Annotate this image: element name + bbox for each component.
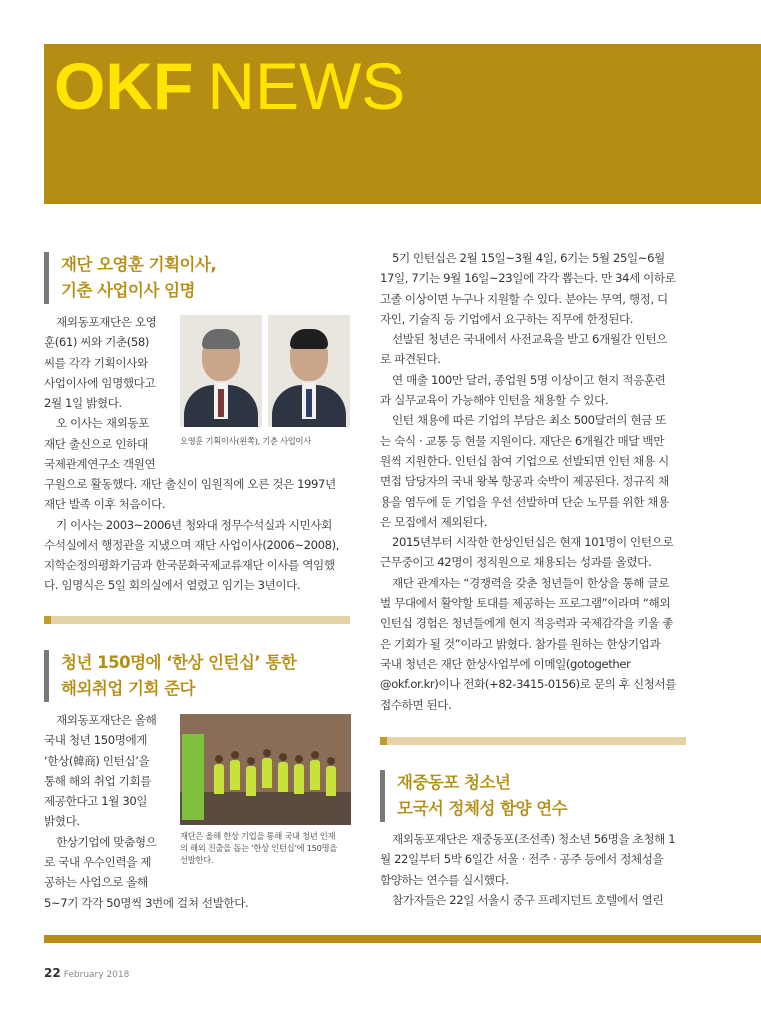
text-line: 2월 1일 밝혔다. <box>44 396 122 411</box>
text-line: 지학순정의평화기금과 한국문화국제교류재단 이사를 역임했 <box>44 558 335 573</box>
text-line: 재단 발족 이후 처음이다. <box>44 497 166 512</box>
text-line: ‘한상(韓商) 인턴십’을 <box>44 753 150 768</box>
text-line: 5기 인턴십은 2월 15일~3월 4일, 6기는 5월 25일~6월 <box>392 251 665 265</box>
article1-headline <box>44 252 216 304</box>
title-bold: OKF <box>54 49 194 123</box>
text-line: 인턴 채용에 따른 기업의 부담은 최소 500달러의 현금 또 <box>392 413 667 428</box>
text-line: 2015년부터 시작한 한상인턴십은 현재 101명이 인턴으로 <box>392 535 674 550</box>
article2-narrow-text <box>44 710 176 893</box>
text-line: 수석실에서 행정관을 지냈으며 재단 사업이사(2006~2008), <box>44 537 339 552</box>
title-light: NEWS <box>207 49 406 123</box>
interns-group-photo <box>180 714 351 825</box>
text-line: 17일, 7기는 9월 16일~23일에 각각 뽑는다. 만 34세 이하로 <box>380 271 676 286</box>
page-number: 22 <box>44 966 61 980</box>
text-line: 재외동포재단은 재중동포(조선족) 청소년 56명을 초청해 1 <box>392 832 676 846</box>
text-line: 오 이사는 재외동포 <box>56 416 149 431</box>
text-line: 로 파견된다. <box>380 352 441 367</box>
text-line: 고졸 이상이면 누구나 지원할 수 있다. 분야는 무역, 행정, 디 <box>380 291 668 306</box>
caption-line: 의 해외 진출을 돕는 ‘한상 인턴십’에 150명을 <box>180 843 338 853</box>
caption-line: 재단은 올해 한상 기업을 통해 국내 청년 인재 <box>180 831 336 841</box>
text-line: 구원으로 활동했다. 재단 출신이 임원직에 오른 것은 1997년 <box>44 477 336 491</box>
text-line: 과 실무교육이 가능해야 인턴을 채용할 수 있다. <box>380 393 609 408</box>
text-line: 5~7기 각각 50명씩 3번에 걸쳐 선발한다. <box>44 896 249 910</box>
footer-rule <box>44 935 761 943</box>
text-line: 씨를 각각 기획이사와 <box>44 355 148 370</box>
headline-line: 재중동포 청소년 <box>397 773 511 792</box>
article2-headline <box>44 650 296 702</box>
section-divider <box>44 616 350 624</box>
text-line: 선발된 청년은 국내에서 사전교육을 받고 6개월간 인턴으 <box>392 332 668 347</box>
article1-narrow-text <box>44 312 176 474</box>
text-line: 참가자들은 22일 서울시 중구 프레지던트 호텔에서 열린 <box>392 892 664 907</box>
portrait-oh-younghoon <box>180 315 262 427</box>
header-banner <box>44 44 761 204</box>
section-divider <box>380 737 686 745</box>
text-line: 제공한다고 1월 30일 <box>44 794 148 809</box>
text-line: 재단 관계자는 “경쟁력을 갖춘 청년들이 한상을 통해 글로 <box>392 575 669 590</box>
text-line: 벌 무대에서 활약할 토대를 제공하는 프로그램”이라며 “해외 <box>380 596 671 611</box>
text-line: 원씩 지원한다. 인턴십 참여 기업으로 선발되면 인턴 채용 시 <box>380 453 669 468</box>
text-line: 로 국내 우수인력을 제 <box>44 855 152 870</box>
text-line: 국내 청년 150명에게 <box>44 733 148 748</box>
article2-continued-text <box>380 248 690 715</box>
text-line: 인턴십 경험은 청년들에게 현지 적응력과 국제감각을 키울 좋 <box>380 616 673 631</box>
page-folio <box>44 966 129 980</box>
text-line: 은 기회가 될 것”이라고 밝혔다. 참가를 원하는 한상기업과 <box>380 636 661 651</box>
text-line: 는 숙식 · 교통 등 현물 지원이다. 재단은 6개월간 매달 백만 <box>380 433 664 448</box>
headline-line: 청년 150명에 ‘한상 인턴십’ 통한 <box>61 653 297 672</box>
text-line: 은 모집에서 제외된다. <box>380 514 488 529</box>
article1-wide-text <box>44 474 354 596</box>
text-line: 재외동포재단은 오영 <box>56 315 157 329</box>
text-line: 재외동포재단은 올해 <box>56 713 157 727</box>
text-line: 밝혔다. <box>44 814 80 829</box>
text-line: 공하는 사업으로 올해 <box>44 875 148 890</box>
text-line: 접수하면 된다. <box>380 697 452 712</box>
portrait-ki-chun <box>268 315 350 427</box>
headline-line: 해외취업 기회 준다 <box>61 679 196 698</box>
text-line: 근무중이고 42명이 정직원으로 채용되는 성과를 올렸다. <box>380 555 652 570</box>
magazine-section-title <box>54 46 405 126</box>
text-line: 면접 담당자의 국내 왕복 항공과 숙박이 제공된다. 정규직 채 <box>380 474 669 489</box>
photo-caption: 오영훈 기획이사(왼쪽), 기춘 사업이사 <box>180 436 311 446</box>
article2-wide-text <box>44 893 354 913</box>
article3-headline <box>380 770 567 822</box>
text-line: 사업이사에 임명했다고 <box>44 375 156 390</box>
text-line: 통해 해외 취업 기회를 <box>44 773 152 788</box>
headline-line: 모국서 정체성 함양 연수 <box>397 799 568 818</box>
text-line: 다. 임명식은 5일 회의실에서 열렸고 임기는 3년이다. <box>44 578 301 593</box>
group-photo-caption <box>180 830 354 866</box>
issue-date: February 2018 <box>63 970 130 980</box>
text-line: @okf.or.kr)이나 전화(+82-3415-0156)로 문의 후 신청서를 <box>380 677 677 692</box>
text-line: 국제관계연구소 객원연 <box>44 457 156 472</box>
text-line: 월 22일부터 5박 6일간 서울 · 전주 · 공주 등에서 정체성을 <box>380 852 664 867</box>
text-line: 재단 출신으로 인하대 <box>44 436 148 451</box>
text-line: 자인, 기술직 등 기업에서 요구하는 직무에 한정된다. <box>380 311 634 326</box>
text-line: 용을 염두에 둔 기업을 우선 선발하며 단순 노무를 위한 채용 <box>380 494 669 509</box>
text-line: 국내 청년은 재단 한상사업부에 이메일(gotogether <box>380 656 631 671</box>
caption-line: 선발한다. <box>180 855 214 865</box>
text-line: 연 매출 100만 달러, 종업원 5명 이상이고 현지 적응훈련 <box>392 372 666 387</box>
article3-text <box>380 829 690 910</box>
text-line: 한상기업에 맞춤형으 <box>56 834 157 849</box>
headline-line: 기춘 사업이사 임명 <box>61 281 196 300</box>
text-line: 함양하는 연수를 실시했다. <box>380 872 509 887</box>
text-line: 훈(61) 씨와 기춘(58) <box>44 335 149 350</box>
text-line: 기 이사는 2003~2006년 청와대 정무수석실과 시민사회 <box>56 517 332 532</box>
headline-line: 재단 오영훈 기획이사, <box>61 255 217 274</box>
